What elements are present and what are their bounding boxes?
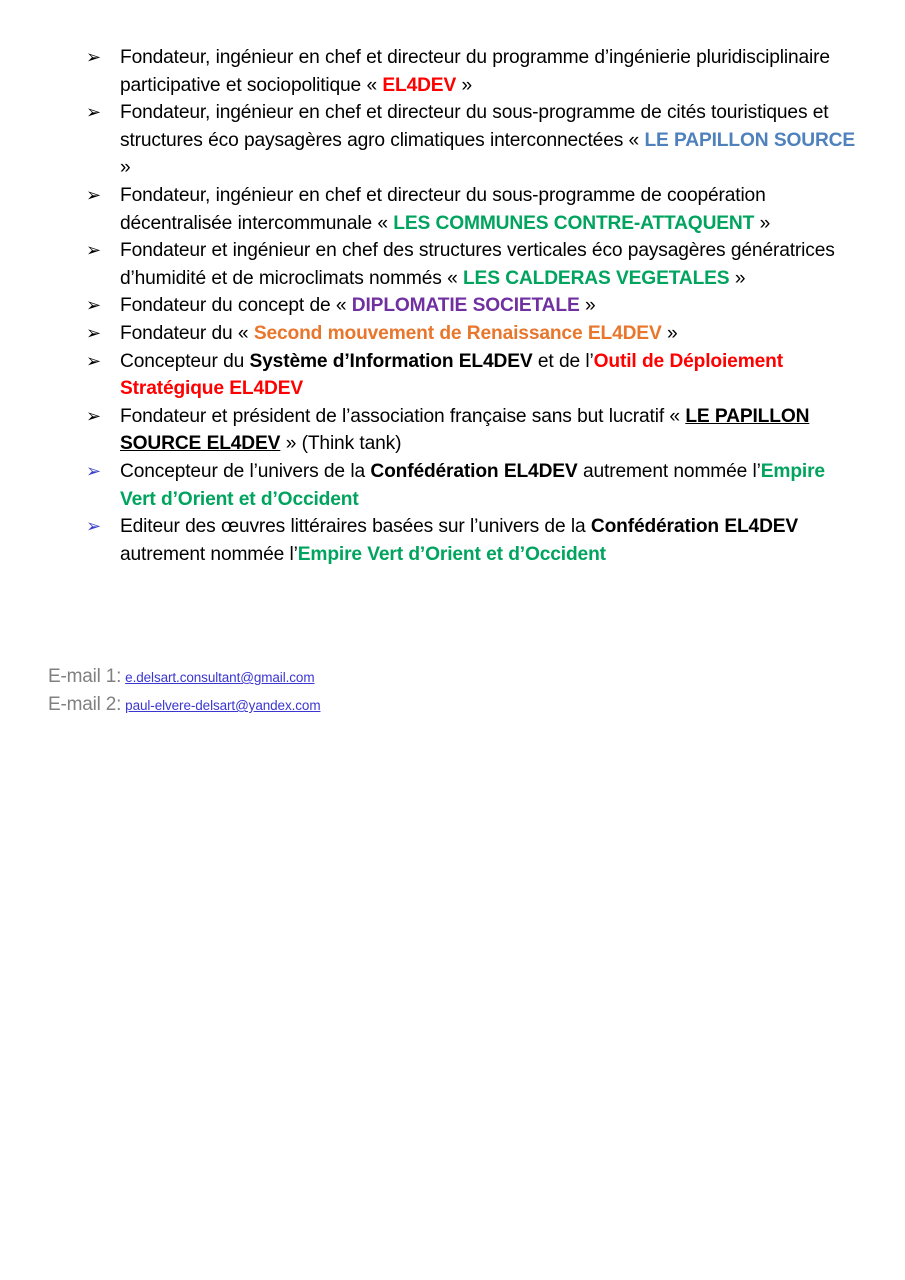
text-run: Second mouvement de Renaissance EL4DEV — [253, 322, 662, 344]
contact-email-section — [48, 663, 548, 719]
text-run: Concepteur de l’univers de la — [120, 460, 371, 482]
text-run: Outil de Déploiement Stratégique EL4DEV — [120, 350, 783, 400]
text-run: Confédération EL4DEV — [590, 516, 799, 538]
arrow-bullet-icon: ➢ — [86, 184, 101, 206]
bullet-list-section — [48, 44, 858, 568]
list-item-text — [120, 47, 830, 96]
text-run: Editeur des œuvres littéraires basées sur l’univers de la — [120, 516, 591, 538]
arrow-bullet-icon: ➢ — [86, 102, 101, 124]
text-run: LES COMMUNES CONTRE-ATTAQUENT — [393, 212, 755, 234]
arrow-bullet-icon: ➢ — [86, 322, 101, 344]
list-item — [86, 348, 858, 403]
text-run: Fondateur, ingénieur en chef et directeur du sous-programme de cités touristiques et structures éco paysagères agro climatiques interconnectées « — [120, 102, 829, 151]
email-link[interactable]: e.delsart.consultant@gmail.com — [125, 670, 315, 685]
text-run: » — [456, 74, 473, 96]
list-item — [86, 513, 858, 568]
text-run: EL4DEV — [382, 74, 457, 96]
arrow-bullet-icon: ➢ — [86, 240, 101, 262]
list-item — [86, 182, 858, 237]
text-run: Fondateur et ingénieur en chef des structures verticales éco paysagères génératrices d’humidité et de microclimats nommés « — [120, 240, 835, 289]
list-item-text — [120, 351, 783, 400]
text-run: » (Think tank) — [280, 433, 402, 455]
email-row — [48, 663, 548, 691]
text-run: DIPLOMATIE SOCIETALE — [351, 295, 580, 317]
text-run: Confédération EL4DEV — [370, 460, 578, 482]
list-item — [86, 292, 858, 320]
text-run: LES CALDERAS VEGETALES — [462, 267, 730, 289]
list-item-text — [120, 516, 798, 565]
list-item-text — [120, 461, 825, 510]
list-item-text — [120, 102, 855, 178]
text-run: Fondateur, ingénieur en chef et directeur du programme d’ingénierie pluridisciplinaire participative et sociopolitique « — [120, 47, 830, 96]
email-label: E-mail 2: — [48, 694, 122, 715]
text-run: autrement nommée l’ — [120, 543, 298, 565]
arrow-bullet-icon: ➢ — [86, 350, 101, 372]
list-item-text — [120, 240, 835, 289]
text-run: Concepteur du — [120, 350, 250, 372]
list-item — [86, 44, 858, 99]
arrow-bullet-icon: ➢ — [86, 516, 101, 538]
text-run: » — [754, 212, 771, 234]
text-run: » — [729, 267, 746, 289]
text-run: Fondateur et président de l’association française sans but lucratif « — [120, 405, 686, 427]
list-item — [86, 320, 858, 348]
arrow-bullet-icon: ➢ — [86, 405, 101, 427]
email-label: E-mail 1: — [48, 666, 122, 687]
text-run: Fondateur, ingénieur en chef et directeur du sous-programme de coopération décentralisée intercommunale « — [120, 184, 766, 234]
text-run: Empire Vert d’Orient et d’Occident — [297, 543, 606, 565]
list-item-text — [120, 406, 809, 455]
text-run: Fondateur du concept de « — [120, 295, 352, 317]
list-item — [86, 458, 858, 513]
text-run: autrement nommée l’ — [577, 460, 761, 482]
list-item-text — [120, 185, 770, 234]
text-run: Empire Vert d’Orient et d’Occident — [120, 460, 825, 510]
text-run: Fondateur du « — [120, 322, 254, 344]
list-item-text — [120, 295, 596, 316]
credentials-bullet-list — [48, 44, 858, 568]
text-run: et de l’ — [532, 350, 594, 372]
text-run: Système d’Information EL4DEV — [249, 350, 533, 372]
list-item — [86, 237, 858, 292]
text-run: LE PAPILLON SOURCE EL4DEV — [120, 405, 810, 455]
list-item-text — [120, 323, 678, 344]
arrow-bullet-icon: ➢ — [86, 295, 101, 317]
email-row — [48, 691, 548, 719]
list-item — [86, 99, 858, 182]
arrow-bullet-icon: ➢ — [86, 47, 101, 68]
email-link[interactable]: paul-elvere-delsart@yandex.com — [125, 698, 321, 713]
text-run: » — [120, 157, 131, 179]
list-item — [86, 403, 858, 458]
text-run: » — [579, 295, 596, 317]
arrow-bullet-icon: ➢ — [86, 460, 101, 482]
text-run: LE PAPILLON SOURCE — [644, 129, 856, 151]
text-run: » — [661, 322, 678, 344]
